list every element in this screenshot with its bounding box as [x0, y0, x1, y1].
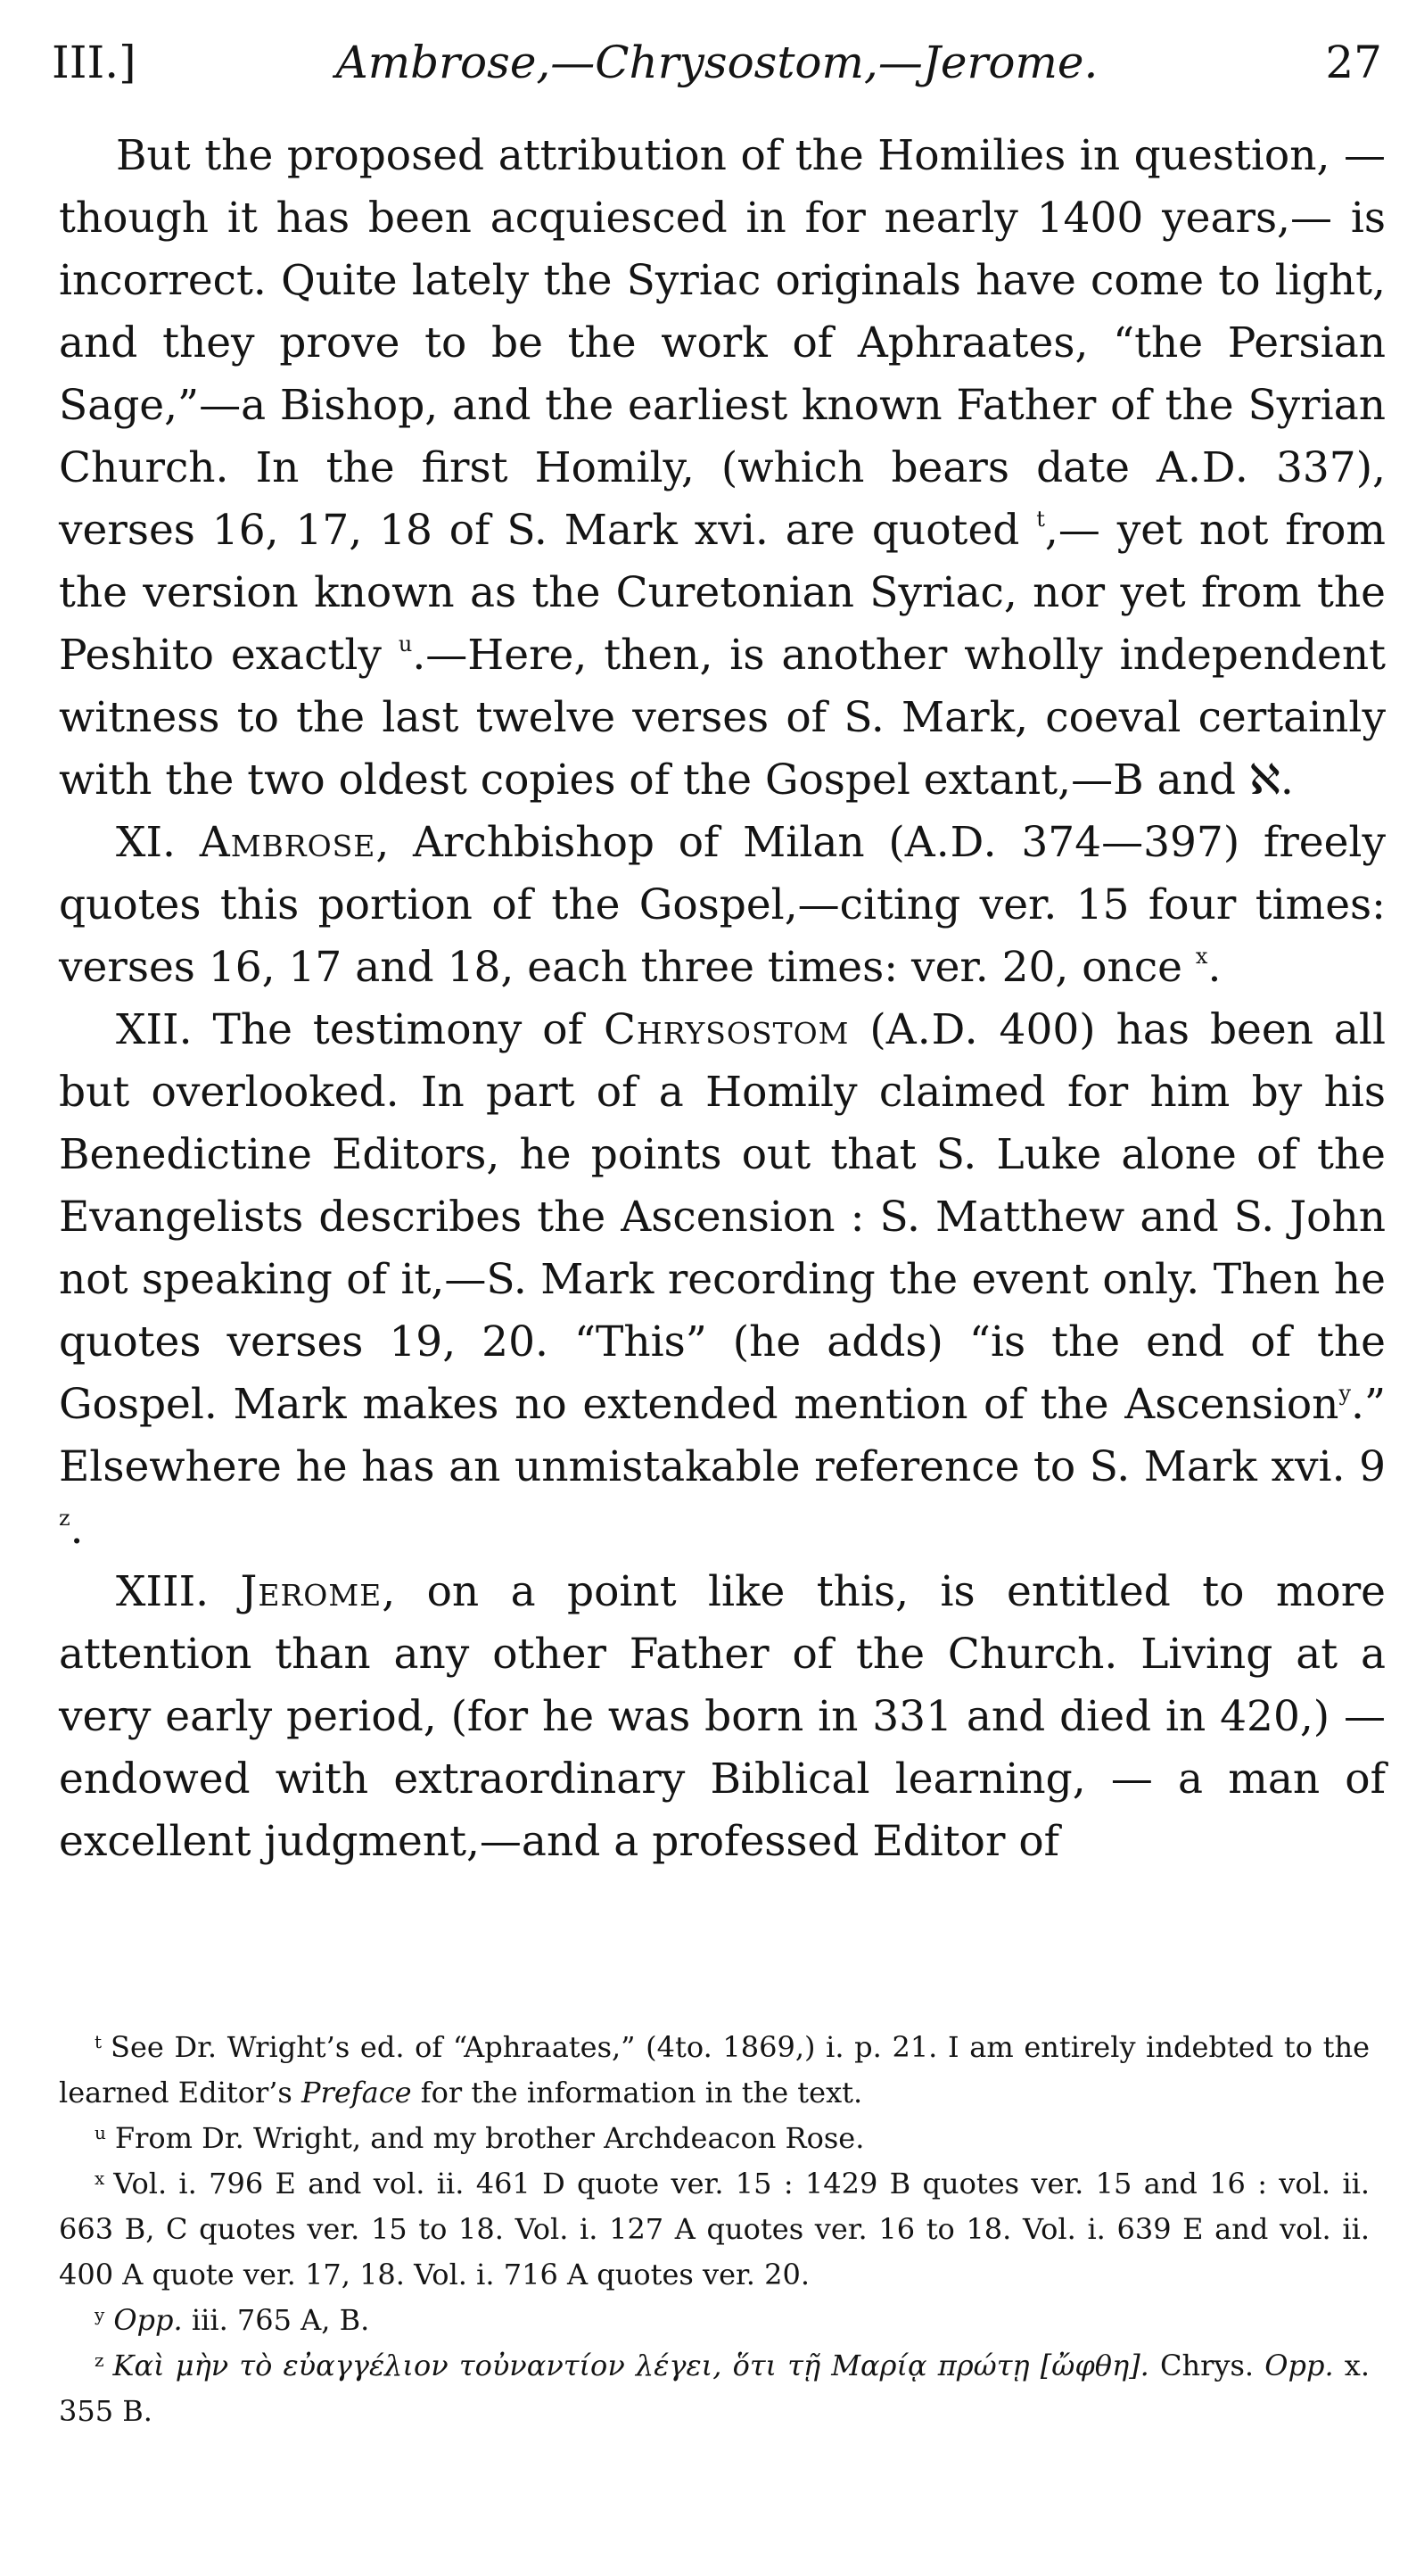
text-run: ,— yet not from the version known as the Curetonian Syriac, nor yet from the Peshito exactly — [59, 506, 1386, 680]
text-run: 337), verses 16, 17, 18 of S. Mark xvi. are quoted — [59, 443, 1386, 555]
section-numeral: XI. — [116, 818, 200, 867]
footnote-mark: y — [95, 2304, 105, 2325]
text-run: .—Here, then, is another wholly independent witness to the last twelve verses of S. Mark, coeval certainly with the two oldest copies of the Gospel extant,—B and ℵ. — [59, 631, 1386, 805]
footnote-text: Vol. i. 796 E and vol. ii. 461 D quote ver. 15 : 1429 B quotes ver. 15 and 16 : vol. ii. 663 B, C quotes ver. 15 to 18. Vol. i. 127 A quotes ver. 16 to 18. Vol. i. 639 E and vol. ii. 400 A quote ver. 17, 18. Vol. i. 716 A quotes ver. 20. — [59, 2167, 1370, 2291]
footnote-text: See Dr. Wright’s ed. of “Aphraates,” (4to. 1869,) i. p. 21. I am entirely indebted to the learned Editor’s — [59, 2030, 1370, 2110]
footnote-italic: Preface — [301, 2076, 412, 2110]
text-run: .” Elsewhere he has an unmistakable reference to S. Mark xvi. 9 — [59, 1380, 1386, 1491]
footnote-mark: z — [95, 2349, 104, 2371]
anno-domini: A.D. — [885, 1005, 979, 1054]
footnote-text: x. 355 B. — [59, 2349, 1371, 2428]
chapter-marker: III.] — [52, 37, 136, 88]
section-numeral: XII. — [116, 1005, 213, 1054]
footnote-ref-u[interactable]: u — [398, 632, 413, 656]
footnote-italic: Opp. — [1264, 2349, 1334, 2382]
anno-domini: A.D. — [904, 818, 998, 867]
text-run: . — [1207, 943, 1222, 992]
page-number: 27 — [1325, 37, 1382, 88]
running-title: Ambrose,—Chrysostom,—Jerome. — [335, 37, 1099, 88]
paragraph-chrysostom — [59, 999, 1386, 1561]
greek-quotation: Καὶ μὴν τὸ εὐαγγέλιον τοὐναντίον λέγει, ὅτι τῇ Μαρίᾳ πρώτῃ [ὤφθη]. — [112, 2349, 1149, 2382]
text-run: 400) has been all but overlooked. In part of a Homily claimed for him by his Benedictine Editors, he points out that S. Luke alone of the Evangelists describes the Ascension : S. Matthew and S. John not speaking of it,—S. Mark recording the event only. Then he quotes verses 19, 20. “This” (he adds) “is the end of the Gospel. Mark makes no extended mention of the Ascension — [59, 1005, 1386, 1429]
text-run: The testimony of — [212, 1005, 604, 1054]
footnote-ref-y[interactable]: y — [1338, 1381, 1352, 1406]
text-run: , Archbishop of Milan ( — [375, 818, 905, 867]
running-header — [52, 27, 1382, 98]
footnote-mark: t — [95, 2031, 103, 2052]
text-run: ( — [849, 1005, 886, 1054]
section-numeral: XIII. — [116, 1567, 241, 1616]
footnote-x — [59, 2161, 1370, 2298]
father-name: Ambrose — [199, 818, 376, 867]
footnote-u — [59, 2116, 1370, 2161]
footnote-ref-t[interactable]: t — [1036, 507, 1045, 532]
footnote-y — [59, 2298, 1370, 2343]
anno-domini: A.D. — [1157, 443, 1249, 492]
footnote-text: iii. 765 A, B. — [182, 2303, 370, 2337]
father-name: Jerome — [240, 1567, 383, 1616]
footnote-mark: x — [95, 2167, 105, 2189]
text-run: But the proposed attribution of the Homilies in question, —though it has been acquiesced in for nearly 1400 years,— is incorrect. Quite lately the Syriac originals have come to light, and they prove to be the work of Aphraates, “the Persian Sage,”—a Bishop, and the earliest known Father of the Syrian Church. In the first Homily, (which bears date — [59, 131, 1386, 492]
footnote-ref-x[interactable]: x — [1195, 944, 1208, 969]
paragraph-aphraates — [59, 125, 1386, 812]
footnote-text: From Dr. Wright, and my brother Archdeacon Rose. — [114, 2121, 865, 2155]
footnote-text: for the information in the text. — [411, 2076, 863, 2110]
main-text — [59, 125, 1386, 1873]
text-run: , on a point like this, is entitled to more attention than any other Father of the Church. Living at a very early period, (for he was born in 331 and died in 420,) — endowed with extraordinary Biblical learning, — a man of excellent judgment,—and a professed Editor of — [59, 1567, 1386, 1866]
footnote-italic: Opp. — [113, 2303, 183, 2337]
footnote-z — [59, 2343, 1370, 2434]
footnotes — [59, 2025, 1370, 2434]
father-name: Chrysostom — [603, 1005, 850, 1054]
text-run: 374—397) freely quotes this portion of the Gospel,—citing ver. 15 four times: verses 16, 17 and 18, each three times: ver. 20, once — [59, 818, 1386, 992]
paragraph-ambrose — [59, 812, 1386, 999]
footnote-mark: u — [95, 2122, 106, 2143]
footnote-t — [59, 2025, 1370, 2116]
footnote-ref-z[interactable]: z — [59, 1506, 70, 1531]
text-run: . — [70, 1505, 84, 1554]
paragraph-jerome — [59, 1561, 1386, 1873]
footnote-text: Chrys. — [1148, 2349, 1265, 2382]
